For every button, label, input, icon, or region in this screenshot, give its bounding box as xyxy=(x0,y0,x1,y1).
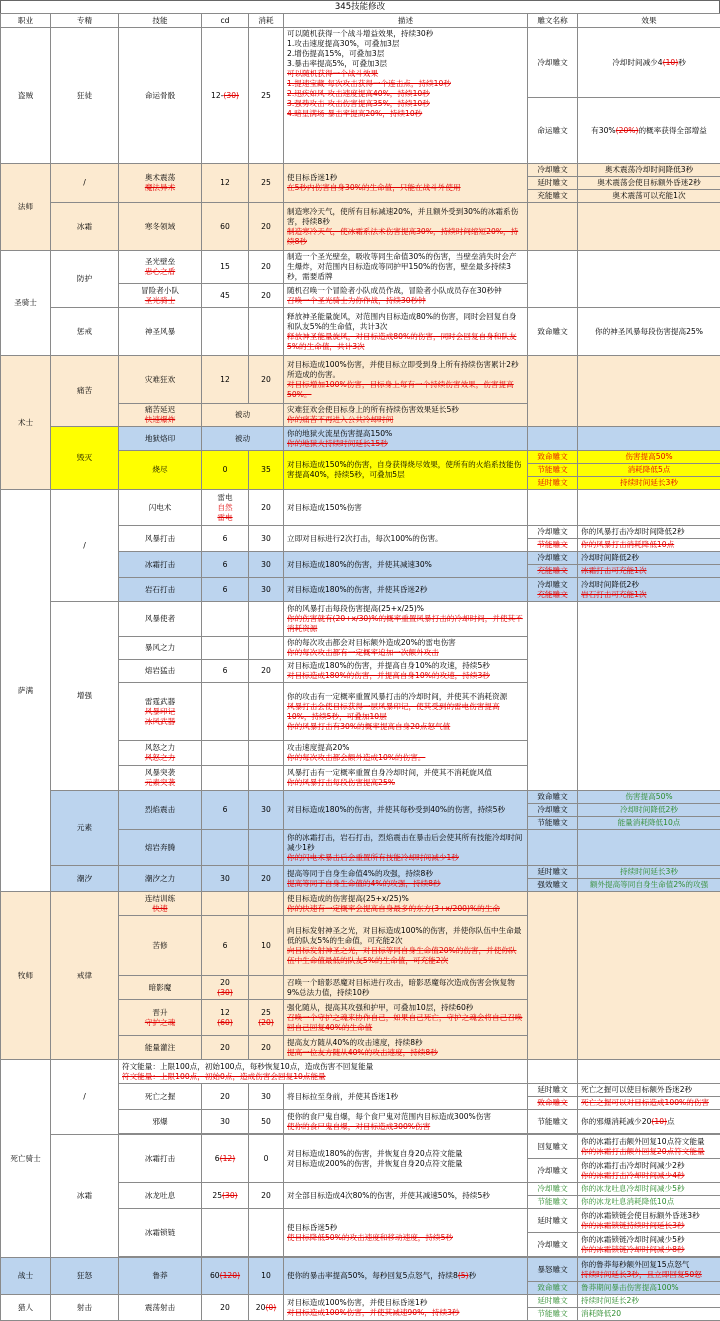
glyph-effect xyxy=(578,356,720,427)
cd-cell: 6 xyxy=(202,526,249,552)
page-title: 345技能修改 xyxy=(0,0,720,13)
glyph-effect: 冷却时间降低2秒 xyxy=(578,552,720,565)
table-row xyxy=(1,251,720,284)
cost-cell: 30 xyxy=(249,578,284,602)
glyph-name: 冷却雕文 xyxy=(528,526,578,539)
skill-cell: 命运骨骰 xyxy=(119,28,202,164)
cd-cell xyxy=(202,830,249,866)
skill-cell: 冰霜打击 xyxy=(119,1135,202,1183)
skill-cell: 暗影魔 xyxy=(119,976,202,1000)
cd-cell: 12 xyxy=(202,164,249,203)
glyph-name: 冷却雕文 xyxy=(528,552,578,565)
cost-cell: 30 xyxy=(249,552,284,578)
spec-cell: 惩戒 xyxy=(51,308,119,356)
glyph-name xyxy=(528,1060,578,1084)
table-row xyxy=(1,866,720,879)
spec-cell: / xyxy=(51,490,119,602)
cd-cell xyxy=(202,766,249,791)
glyph-effect xyxy=(578,1060,720,1084)
glyph-effect: 奥术震荡冷却时间降低3秒 xyxy=(578,164,720,177)
glyph-effect: 奥术震荡可以充能1次 xyxy=(578,190,720,203)
cost-cell: 20 xyxy=(249,1183,284,1209)
cost-cell: 25 xyxy=(249,28,284,164)
glyph-name: 冷却雕文 充能雕文 xyxy=(528,578,578,602)
class-hunter: 猎人 xyxy=(1,1295,51,1321)
glyph-name: 冷却雕文 xyxy=(528,28,578,98)
glyph-effect: 能量消耗降低10点 xyxy=(578,817,720,830)
skill-cell: 寒冬领域 xyxy=(119,203,202,251)
desc-cell: 你的冰霜打击，岩石打击，烈焰震击在暴击后会使其所有技能冷却时间减少1秒 你的闪电术暴击后会重置所有技能冷却时间减少1秒 xyxy=(284,830,528,866)
desc-cell: 强化随从，提高其攻强和护甲，可叠加10层，持续60秒 召唤一个守护之魂来协作自己，如果自己死亡，守护之魂会将自己召唤回自己回复40%的生命值 xyxy=(284,1000,528,1036)
cd-cell xyxy=(202,892,249,916)
table-row xyxy=(1,1135,720,1159)
skill-cell: 奥术震荡 魔法异术 xyxy=(119,164,202,203)
skill-cell: 烈焰震击 xyxy=(119,791,202,830)
spec-cell: 狂徒 xyxy=(51,28,119,164)
table-row xyxy=(1,791,720,804)
desc-cell: 使目标昏迷5秒 使目标降低50%的攻击速度和移动速度，持续5秒 xyxy=(284,1209,528,1257)
header-class: 职业 xyxy=(1,14,51,28)
cost-cell xyxy=(249,1209,284,1257)
glyph-effect: 持续时间延长2秒 xyxy=(578,1295,720,1308)
glyph-name: 强效雕文 xyxy=(528,879,578,892)
skill-cell: 圣光壁垒 忠心之盾 xyxy=(119,251,202,284)
glyph-effect: 鲁莽期间暴击伤害提高100% xyxy=(578,1282,720,1295)
desc-cell: 立即对目标进行2次打击，每次100%的伤害。 xyxy=(284,526,528,552)
desc-cell: 对目标造成180%的伤害，并使其昏迷2秒 xyxy=(284,578,528,602)
glyph-name: 延时雕文 xyxy=(528,1295,578,1308)
glyph-effect: 你的风暴打击消耗降低10点 xyxy=(578,539,720,552)
skill-cell: 烧尽 xyxy=(119,451,202,490)
cost-cell: 20 xyxy=(249,284,284,308)
glyph-name xyxy=(528,602,578,791)
skill-cell: 苦修 xyxy=(119,916,202,976)
desc-cell: 灾难狂欢会使目标身上的所有持续伤害效果延长5秒 你的痛苦不再进入公共冷却时间 xyxy=(284,404,528,427)
desc-cell: 可以随机获得一个战斗增益效果，持续30秒 1.攻击速度提高30%，可叠加3层 2.增伤提高15%，可叠加3层 3.暴击率提高5%，可叠加3层 可以随机获得一个战斗效果 1.提速宝藏-每次攻击获得一个连击点，持续10秒 2.迅疾如风-攻击速度提高40%，持续10秒 3.强势攻击-攻击伤害提高35%，持续10秒 4.暗星满场-暴击率提高20%，持续10秒 xyxy=(284,28,528,164)
cost-cell: 20 xyxy=(249,356,284,404)
skill-cell: 冰霜打击 xyxy=(119,552,202,578)
skill-cell: 邪爆 xyxy=(119,1110,202,1134)
skill-cell: 风怒之力 风怒之力 xyxy=(119,741,202,766)
glyph-effect: 额外提高等同自身生命值2%的攻强 xyxy=(578,879,720,892)
desc-cell: 对目标造成180%的伤害，并提高自身10%的攻速，持续5秒 对目标造成180%的伤害，并提高自身10%的攻速，持续3秒 xyxy=(284,660,528,683)
glyph-effect: 你的冰龙吐息冷却时间减少5秒 xyxy=(578,1183,720,1196)
class-paladin: 圣骑士 xyxy=(1,251,51,356)
glyph-effect: 有30%(20%)的概率获得全部增益 xyxy=(578,98,720,164)
glyph-effect: 你的冰霜打击冷却时间减少2秒 你的冰霜打击冷却时间减少4秒 xyxy=(578,1159,720,1183)
glyph-effect: 冷却时间减少4(10)秒 xyxy=(578,28,720,98)
glyph-name: 节能雕文 xyxy=(528,817,578,830)
skill-cell: 晋升 守护之魂 xyxy=(119,1000,202,1036)
glyph-effect: 你的冰霜打击额外回复10点符文能量 你的冰霜打击额外回复20点符文能量 xyxy=(578,1135,720,1159)
glyph-effect: 死亡之握可以对目标造成100%的伤害 xyxy=(578,1097,720,1110)
glyph-name: 命运雕文 xyxy=(528,98,578,164)
cost-cell: 30 xyxy=(249,1084,284,1110)
desc-cell: 向目标发射神圣之光，对目标造成100%的伤害，并使你队伍中生命最低的队友5%的生命值，可充能2次 向目标发射神圣之光，对目标等同自身生命值20%的伤害，并使你队伍中生命值最低的队友5%的生命值，可充能2次 xyxy=(284,916,528,976)
cost-cell: 25 (20) xyxy=(249,1000,284,1036)
cost-cell xyxy=(249,741,284,766)
header-desc: 描述 xyxy=(284,14,528,28)
skill-cell: 鲁莽 xyxy=(119,1258,202,1295)
table-row xyxy=(1,356,720,404)
spec-cell: 狂怒 xyxy=(51,1258,119,1295)
glyph-effect: 消耗降低20 xyxy=(578,1308,720,1321)
desc-cell: 使你的食尸鬼自爆，每个食尸鬼对范围内目标造成300%伤害 使你的食尸鬼自爆，对目标造成300%伤害 xyxy=(284,1110,528,1134)
skill-table xyxy=(0,13,720,1321)
spec-cell: 毁灭 xyxy=(51,427,119,490)
cd-cell: 12-(30) xyxy=(202,28,249,164)
cost-cell xyxy=(249,976,284,1000)
desc-cell: 对目标造成180%的伤害，并使其减速30% xyxy=(284,552,528,578)
cost-cell: 35 xyxy=(249,451,284,490)
glyph-effect xyxy=(578,251,720,308)
cd-cell xyxy=(202,1209,249,1257)
desc-cell: 风暴打击有一定概率重置自身冷却时间，并使其不消耗旋风值 你的风暴打击每段伤害提高25% xyxy=(284,766,528,791)
cd-cell xyxy=(202,637,249,660)
skill-cell: 潮汐之力 xyxy=(119,866,202,892)
glyph-name: 冷却雕文 xyxy=(528,1233,578,1257)
glyph-name: 致命雕文 xyxy=(528,1097,578,1110)
cd-cell: 60 xyxy=(202,203,249,251)
glyph-name: 暴怒雕文 xyxy=(528,1258,578,1282)
skill-cell: 熔岩奔腾 xyxy=(119,830,202,866)
glyph-effect: 冷却时间降低2秒 xyxy=(578,804,720,817)
glyph-name: 致命雕文 xyxy=(528,1282,578,1295)
skill-cell: 熔岩猛击 xyxy=(119,660,202,683)
desc-cell: 提高友方随从40%的攻击速度，持续8秒 提高一位友方随从40%的攻击速度，持续8秒 xyxy=(284,1036,528,1060)
cd-cell: 60(120) xyxy=(202,1258,249,1295)
cost-cell xyxy=(249,683,284,741)
desc-cell: 对目标造成180%的伤害，并使其每秒受到40%的伤害，持续5秒 xyxy=(284,791,528,830)
cost-cell: 10 xyxy=(249,916,284,976)
table-row xyxy=(1,308,720,356)
cost-cell xyxy=(249,892,284,916)
cd-cell: 20 (30) xyxy=(202,976,249,1000)
spec-cell: 元素 xyxy=(51,791,119,866)
desc-cell: 使你的暴击率提高50%，每秒回复5点怒气，持续8(5)秒 xyxy=(284,1258,528,1295)
cd-cell: 被动 xyxy=(202,427,284,451)
glyph-effect: 消耗降低5点 xyxy=(578,464,720,477)
desc-cell: 使目标昏迷1秒 在5秒内伤害自身30%的生命值，只能在战斗外使用 xyxy=(284,164,528,203)
cd-cell xyxy=(202,602,249,637)
skill-cell: 死亡之握 xyxy=(119,1084,202,1110)
desc-cell: 对全部目标造成4次80%的伤害，并使其减速50%，持续5秒 xyxy=(284,1183,528,1209)
glyph-name: 节能雕文 xyxy=(528,1308,578,1321)
glyph-name xyxy=(528,203,578,251)
glyph-name: 回复雕文 xyxy=(528,1135,578,1159)
spec-cell: 冰霜 xyxy=(51,203,119,251)
desc-cell: 对目标造成150%的伤害，自身获得烧尽效果，使所有的火焰系技能伤害提高40%，持续5秒，可叠加5层 xyxy=(284,451,528,490)
header-spec: 专精 xyxy=(51,14,119,28)
desc-cell: 你的攻击有一定概率重置风暴打击的冷却时间，并使其不消耗资源 风暴打击会使目标获得一层风暴印记，使其受到的雷电伤害提高10%，持续5秒，可叠加10层 你的风暴打击有30%的概率提高自身20点怒气值 xyxy=(284,683,528,741)
header-row xyxy=(1,14,720,28)
cd-cell: 20 xyxy=(202,1295,249,1321)
glyph-name: 冷却雕文 xyxy=(528,1159,578,1183)
glyph-effect: 伤害提高50% xyxy=(578,451,720,464)
desc-cell: 提高等同于自身生命值4%的攻强，持续8秒 提高等同于自身生命值的4%的攻强，持续8秒 xyxy=(284,866,528,892)
cost-cell: 30 xyxy=(249,791,284,830)
table-row xyxy=(1,203,720,251)
cost-cell xyxy=(249,602,284,637)
skill-cell: 风暴打击 xyxy=(119,526,202,552)
glyph-effect: 你的鲁莽每秒额外回复15点怒气 持续时间延长3秒，且立即回复50怒 xyxy=(578,1258,720,1282)
spec-cell: 射击 xyxy=(51,1295,119,1321)
glyph-name: 节能雕文 xyxy=(528,539,578,552)
cd-cell xyxy=(202,308,249,356)
glyph-name: 延时雕文 xyxy=(528,1209,578,1233)
desc-cell: 对目标造成150%伤害 xyxy=(284,490,528,526)
spec-cell: / xyxy=(51,164,119,203)
cd-cell: 雷电 自然 雷电 xyxy=(202,490,249,526)
desc-cell: 符文能量：上限100点，初始100点，每秒恢复10点，造成伤害不回复能量 符文能量：上限100点，初始0点，造成伤害会回复10点能量 xyxy=(119,1060,528,1084)
cd-cell: 30 xyxy=(202,1110,249,1134)
desc-cell: 攻击速度提高20% 你的每次攻击都会额外造成10%的伤害。 xyxy=(284,741,528,766)
glyph-name: 延时雕文 xyxy=(528,177,578,190)
glyph-effect: 冷却时间降低2秒 岩石打击可充能1次 xyxy=(578,578,720,602)
glyph-name: 冷却雕文 xyxy=(528,164,578,177)
cd-cell: 15 xyxy=(202,251,249,284)
desc-cell: 制造寒冷天气，使所有目标减速20%，并且额外受到30%的冰霜系伤害，持续8秒 制造寒冷天气，使冰霜系法术伤害提高30%，持续时间缩短20%，持续8秒 xyxy=(284,203,528,251)
table-row xyxy=(1,490,720,526)
glyph-effect xyxy=(578,490,720,526)
cd-cell: 6 xyxy=(202,552,249,578)
skill-cell: 灾难狂欢 xyxy=(119,356,202,404)
glyph-effect xyxy=(578,830,720,866)
cd-cell: 6 xyxy=(202,916,249,976)
cd-cell: 被动 xyxy=(202,404,284,427)
glyph-name xyxy=(528,427,578,451)
spec-cell: 痛苦 xyxy=(51,356,119,427)
skill-cell: 闪电术 xyxy=(119,490,202,526)
cost-cell: 20 xyxy=(249,1036,284,1060)
glyph-name xyxy=(528,356,578,427)
glyph-effect: 冰霜打击可充能1次 xyxy=(578,565,720,578)
class-shaman: 萨满 xyxy=(1,490,51,892)
cd-cell: 30 xyxy=(202,866,249,892)
class-priest: 牧师 xyxy=(1,892,51,1060)
cd-cell: 12 xyxy=(202,356,249,404)
desc-cell: 使目标造成的伤害提高(25+x/25)% 你的快速有一定概率会提高自身最多的东方(3+x/200)%的生命 xyxy=(284,892,528,916)
skill-cell: 岩石打击 xyxy=(119,578,202,602)
desc-cell: 对目标造成100%伤害，并使目标立即受到身上所有持续伤害累计2秒所造成的伤害。 对目标增加100%伤害，目标身上每有一个持续伤害效果，伤害提高50%。 xyxy=(284,356,528,404)
cd-cell: 20 xyxy=(202,1084,249,1110)
glyph-effect: 你的冰龙吐息消耗降低10点 xyxy=(578,1196,720,1209)
cd-cell: 25(30) xyxy=(202,1183,249,1209)
glyph-effect: 死亡之握可以使目标额外昏迷2秒 xyxy=(578,1084,720,1097)
cd-cell: 45 xyxy=(202,284,249,308)
header-cost: 消耗 xyxy=(249,14,284,28)
cost-cell: 10 xyxy=(249,1258,284,1295)
glyph-effect xyxy=(578,203,720,251)
table-row xyxy=(1,28,720,98)
cd-cell: 0 xyxy=(202,451,249,490)
desc-cell: 将目标拉至身前，并使其昏迷1秒 xyxy=(284,1084,528,1110)
glyph-name: 充能雕文 xyxy=(528,190,578,203)
header-cd: cd xyxy=(202,14,249,28)
spec-cell: 增强 xyxy=(51,602,119,791)
desc-cell: 召唤一个暗影恶魔对目标进行攻击，暗影恶魔每次造成伤害会恢复物9%总法力值，持续10秒 xyxy=(284,976,528,1000)
cd-cell: 6(12) xyxy=(202,1135,249,1183)
desc-cell: 随机召唤一个冒险者小队成员作战，冒险者小队成员存在30秒钟 召唤一个圣光骑士为你作战，持续30秒钟 xyxy=(284,284,528,308)
cost-cell xyxy=(249,308,284,356)
table-row xyxy=(1,1295,720,1308)
skill-cell: 冒险者小队 圣光骑士 xyxy=(119,284,202,308)
glyph-name: 节能雕文 xyxy=(528,464,578,477)
skill-cell: 连结训练 快速 xyxy=(119,892,202,916)
desc-cell: 释放神圣能量旋风，对范围内目标造成80%的伤害，同时会回复自身和队友5%的生命值，共计3次 释放神圣能量旋风，对目标造成80%的伤害，同时会回复自身和队友5%的生命值，共计3次 xyxy=(284,308,528,356)
glyph-effect xyxy=(578,427,720,451)
desc-cell: 制造一个圣光壁垒，吸收等同生命值30%的伤害，当壁垒消失时会产生爆炸，对范围内目标造成等同护甲150%的伤害，壁垒最多持续3秒，需要盾牌 xyxy=(284,251,528,284)
desc-cell: 你的风暴打击每段伤害提高(25+x/25)% 你的伤害就有(20+x/30)%的概率重置风暴打击的冷却时间，并使其不消耗资源 xyxy=(284,602,528,637)
table-row xyxy=(1,602,720,637)
glyph-name: 节能雕文 xyxy=(528,1196,578,1209)
glyph-effect: 伤害提高50% xyxy=(578,791,720,804)
glyph-name xyxy=(528,251,578,308)
glyph-name: 冷却雕文 xyxy=(528,1183,578,1196)
table-row xyxy=(1,1258,720,1282)
glyph-name: 致命雕文 xyxy=(528,308,578,356)
glyph-effect: 你的风暴打击冷却时间降低2秒 xyxy=(578,526,720,539)
cost-cell: 25 xyxy=(249,164,284,203)
spec-cell: 防护 xyxy=(51,251,119,308)
cd-cell xyxy=(202,683,249,741)
cd-cell: 20 xyxy=(202,1036,249,1060)
cd-cell xyxy=(202,741,249,766)
glyph-name xyxy=(528,892,578,1060)
cost-cell: 20 xyxy=(249,251,284,284)
cd-cell: 6 xyxy=(202,791,249,830)
glyph-effect: 持续时间延长3秒 xyxy=(578,477,720,490)
table-row xyxy=(1,892,720,916)
glyph-effect: 奥术震荡会使目标额外昏迷2秒 xyxy=(578,177,720,190)
glyph-name: 延时雕文 xyxy=(528,477,578,490)
desc-cell: 对目标造成100%伤害，并使目标昏迷1秒 对目标造成100%伤害，并使其减速90%，持续3秒 xyxy=(284,1295,528,1321)
cost-cell: 50 xyxy=(249,1110,284,1134)
skill-cell: 震荡射击 xyxy=(119,1295,202,1321)
spec-cell: 冰霜 xyxy=(51,1135,119,1258)
class-warrior: 战士 xyxy=(1,1258,51,1295)
table-row xyxy=(1,427,720,451)
cost-cell: 0 xyxy=(249,1135,284,1183)
desc-cell: 你的每次攻击都会对目标额外造成20%的雷电伤害 你的每次攻击都有一定概率追加一次额外攻击 xyxy=(284,637,528,660)
class-mage: 法师 xyxy=(1,164,51,251)
cost-cell xyxy=(249,637,284,660)
table-row xyxy=(1,164,720,177)
skill-cell: 冰霜锁链 xyxy=(119,1209,202,1257)
skill-cell: 暴风之力 xyxy=(119,637,202,660)
skill-cell: 神圣风暴 xyxy=(119,308,202,356)
skill-cell: 能量灌注 xyxy=(119,1036,202,1060)
cost-cell: 20 xyxy=(249,490,284,526)
cost-cell: 20 xyxy=(249,660,284,683)
glyph-name: 延时雕文 xyxy=(528,1084,578,1097)
cost-cell xyxy=(249,830,284,866)
glyph-effect: 你的邪爆消耗减少20(10)点 xyxy=(578,1110,720,1134)
cost-cell: 30 xyxy=(249,526,284,552)
skill-cell: 冰龙吐息 xyxy=(119,1183,202,1209)
header-skill: 技能 xyxy=(119,14,202,28)
glyph-effect: 持续时间延长3秒 xyxy=(578,866,720,879)
table-row xyxy=(1,1060,720,1084)
glyph-effect xyxy=(578,892,720,1060)
glyph-effect: 你的冰霜锁链会使目标额外昏迷3秒 你的冰霜锁链持续时间延长3秒 xyxy=(578,1209,720,1233)
skill-cell: 风暴使者 xyxy=(119,602,202,637)
class-warlock: 术士 xyxy=(1,356,51,490)
cd-cell: 6 xyxy=(202,578,249,602)
class-rogue: 盗贼 xyxy=(1,28,51,164)
glyph-effect: 你的神圣风暴每段伤害提高25% xyxy=(578,308,720,356)
skill-cell: 风暴突袭 元素突袭 xyxy=(119,766,202,791)
glyph-name: 冷却雕文 xyxy=(528,804,578,817)
desc-cell: 对目标造成180%的伤害，并恢复自身20点符文能量 对目标造成200%的伤害，并恢复自身20点符文能量 xyxy=(284,1135,528,1183)
spec-cell: 潮汐 xyxy=(51,866,119,892)
glyph-name: 致命雕文 xyxy=(528,791,578,804)
skill-cell: 地狱烙印 xyxy=(119,427,202,451)
cd-cell: 6 xyxy=(202,660,249,683)
cost-cell xyxy=(249,766,284,791)
glyph-name: 致命雕文 xyxy=(528,451,578,464)
class-deathknight: 死亡骑士 xyxy=(1,1060,51,1258)
glyph-name xyxy=(528,490,578,526)
cost-cell: 20(0) xyxy=(249,1295,284,1321)
glyph-name: 充能雕文 xyxy=(528,565,578,578)
header-effect: 效果 xyxy=(578,14,720,28)
glyph-effect xyxy=(578,602,720,791)
cost-cell: 20 xyxy=(249,866,284,892)
cost-cell: 20 xyxy=(249,203,284,251)
skill-cell: 雷霆武器 风暴印记 冰风武器 xyxy=(119,683,202,741)
glyph-name: 节能雕文 xyxy=(528,1110,578,1134)
spec-cell: / xyxy=(51,1060,119,1135)
cd-cell: 12 (60) xyxy=(202,1000,249,1036)
glyph-effect: 你的冰霜锁链冷却时间减少5秒 你的冰霜锁链冷却时间减少8秒 xyxy=(578,1233,720,1257)
header-glyph: 雕文名称 xyxy=(528,14,578,28)
skill-cell: 痛苦延迟 快速爆炸 xyxy=(119,404,202,427)
glyph-name: 延时雕文 xyxy=(528,866,578,879)
glyph-name xyxy=(528,830,578,866)
desc-cell: 你的地狱火流星伤害提高150% 你的地狱火持续时间延长15秒 xyxy=(284,427,528,451)
spec-cell: 戒律 xyxy=(51,892,119,1060)
